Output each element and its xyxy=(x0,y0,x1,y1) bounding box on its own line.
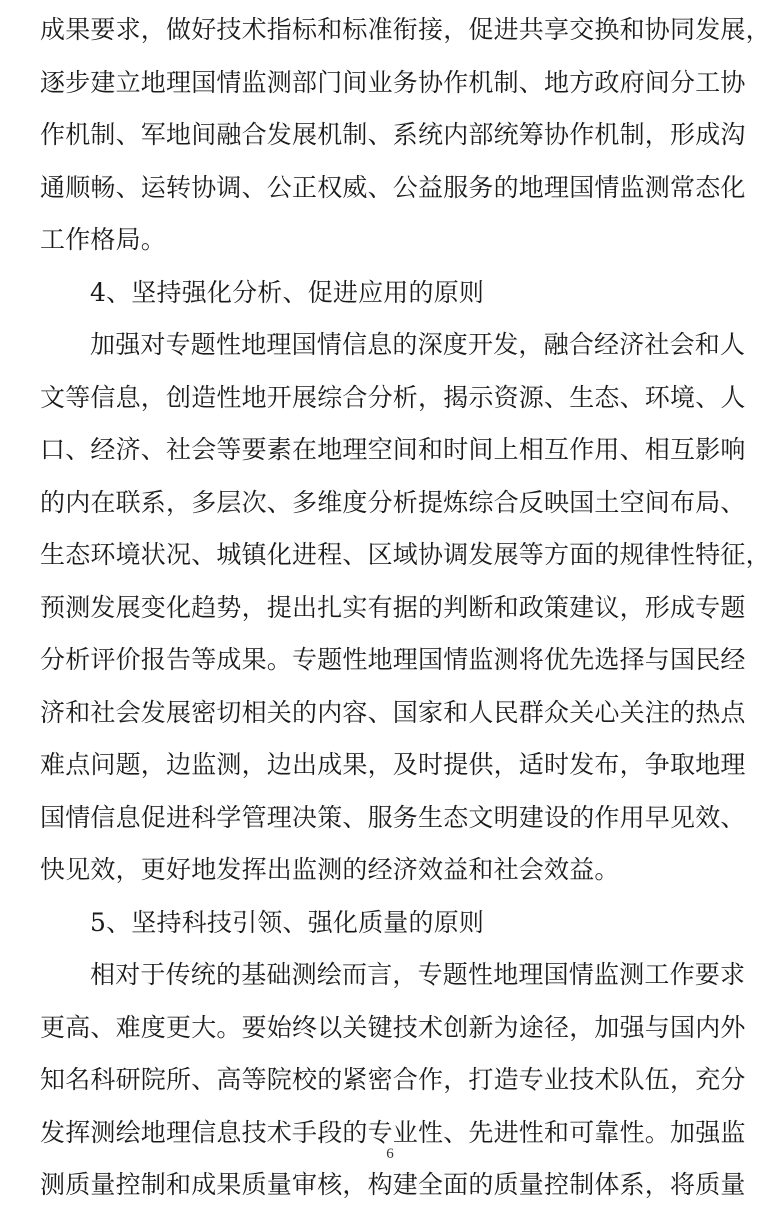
text-line: 国情信息促进科学管理决策、服务生态文明建设的作用早见效、 xyxy=(40,802,746,832)
text-line: 工作格局。 xyxy=(40,225,167,254)
text-line: 济和社会发展密切相关的内容、国家和人民群众关心关注的热点 xyxy=(40,697,746,727)
text-line: 快见效，更好地发挥出监测的经济效益和社会效益。 xyxy=(40,855,620,884)
text-line: 更高、难度更大。要始终以关键技术创新为途径，加强与国内外 xyxy=(40,1012,746,1042)
text-line: 文等信息，创造性地开展综合分析，揭示资源、生态、环境、人 xyxy=(40,382,746,412)
text-line: 作机制、军地间融合发展机制、系统内部统筹协作机制，形成沟 xyxy=(40,120,746,149)
page-number: 6 xyxy=(386,1146,394,1162)
text-line: 加强对专题性地理国情信息的深度开发，融合经济社会和人 xyxy=(90,330,746,359)
text-line: 发挥测绘地理信息技术手段的专业性、先进性和可靠性。加强监 xyxy=(40,1117,746,1147)
text-line: 分析评价报告等成果。专题性地理国情监测将优先选择与国民经 xyxy=(40,645,746,674)
text-line: 生态环境状况、城镇化进程、区域协调发展等方面的规律性特征， xyxy=(40,540,771,569)
document-page xyxy=(40,0,771,1212)
text-line: 成果要求，做好技术指标和标准衔接，促进共享交换和协同发展， xyxy=(40,15,771,44)
text-line: 知名科研院所、高等院校的紧密合作，打造专业技术队伍，充分 xyxy=(40,1065,746,1094)
text-line: 口、经济、社会等要素在地理空间和时间上相互作用、相互影响 xyxy=(40,435,746,464)
text-line: 难点问题，边监测，边出成果，及时提供，适时发布，争取地理 xyxy=(40,750,746,779)
text-line: 预测发展变化趋势，提出扎实有据的判断和政策建议，形成专题 xyxy=(40,592,746,622)
text-line: 相对于传统的基础测绘而言，专题性地理国情监测工作要求 xyxy=(90,960,746,989)
text-line: 测质量控制和成果质量审核，构建全面的质量控制体系，将质量 xyxy=(40,1170,746,1199)
text-line: 的内在联系，多层次、多维度分析提炼综合反映国土空间布局、 xyxy=(40,487,746,517)
section-heading: 4、坚持强化分析、促进应用的原则 xyxy=(90,277,485,307)
section-heading: 5、坚持科技引领、强化质量的原则 xyxy=(90,907,485,937)
text-line: 通顺畅、运转协调、公正权威、公益服务的地理国情监测常态化 xyxy=(40,172,746,202)
text-line: 逐步建立地理国情监测部门间业务协作机制、地方政府间分工协 xyxy=(40,67,746,97)
